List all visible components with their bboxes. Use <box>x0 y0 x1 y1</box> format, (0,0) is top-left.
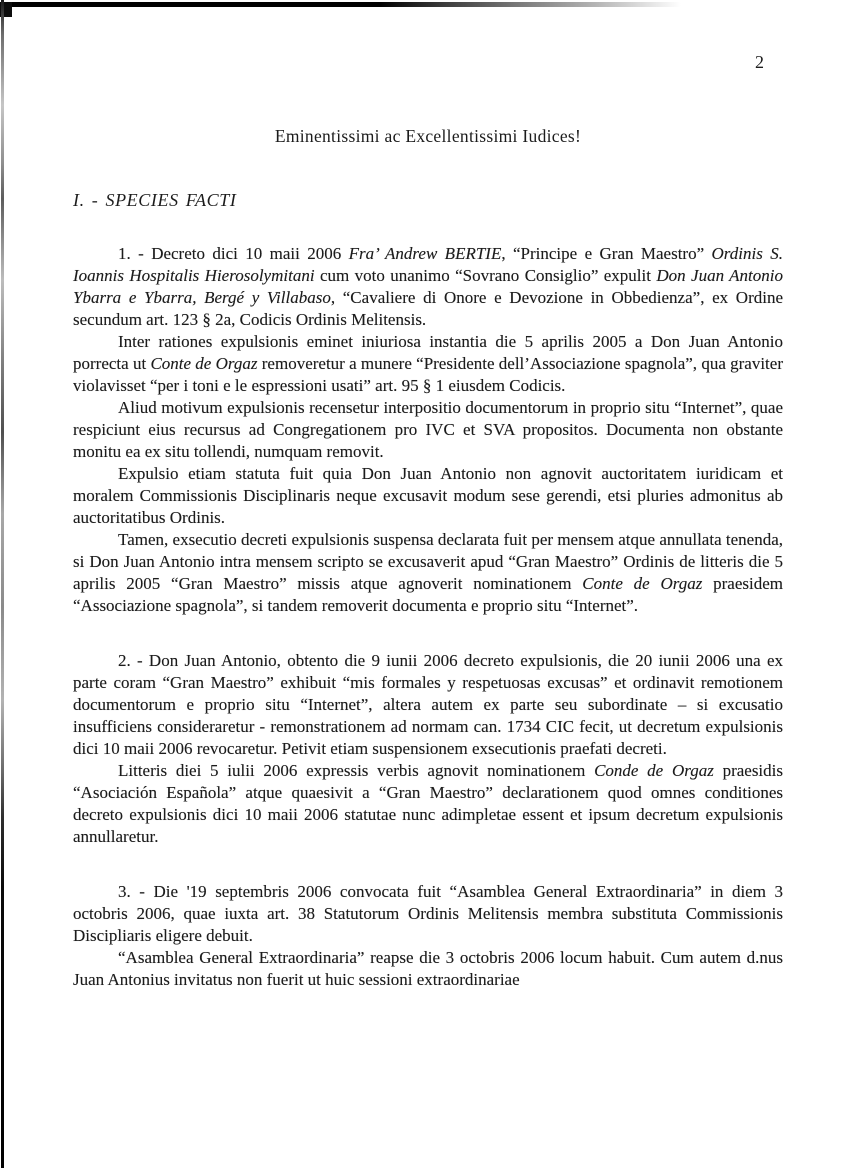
paragraph <box>73 760 783 848</box>
scan-artifact-left-edge-line <box>1 0 4 1168</box>
document-content <box>73 0 783 991</box>
paragraph <box>73 397 783 463</box>
page-number: 2 <box>755 52 764 72</box>
salutation-heading: Eminentissimi ac Excellentissimi Iudices! <box>274 126 582 146</box>
italic-text-run: Ordinis S. Ioannis Hospitalis Hierosolymitani <box>73 244 783 285</box>
text-run: Inter rationes expulsionis eminet iniuriosa instantia die 5 aprilis 2005 a Don Juan Antonio porrecta ut <box>73 332 783 373</box>
text-run: cum voto unanimo “Sovrano Consiglio” expulit <box>314 266 657 285</box>
italic-text-run: Conte de Orgaz <box>150 354 258 373</box>
text-run: Expulsio etiam statuta fuit quia Don Juan Antonio non agnovit auctoritatem iuridicam et moralem Commissionis Disciplinaris neque excusavit modum sese gerendi, etsi pluries admonitus ab auctoritatibus Ordinis. <box>73 464 783 527</box>
paragraph <box>73 881 783 947</box>
text-run: 3. - Die '19 septembris 2006 convocata fuit “Asamblea General Extraordinaria” in diem 3 octobris 2006, quae iuxta art. 38 Statutorum Ordinis Melitensis membra substituta Commissionis Discipliaris eligere debuit. <box>73 882 783 945</box>
text-run: Litteris diei 5 iulii 2006 expressis verbis agnovit nominationem <box>118 761 595 780</box>
text-run: , “Cavaliere di Onore e Devozione in Obbedienza”, ex Ordine secundum art. 123 § 2a, Codicis Ordinis Melitensis. <box>73 288 783 329</box>
document-body <box>73 243 783 991</box>
paragraph <box>73 331 783 397</box>
paragraph <box>73 650 783 760</box>
text-run: praesidem “Associazione spagnola”, si tandem removerit documenta e proprio situ “Internet”. <box>73 574 783 615</box>
text-run: 1. - Decreto dici 10 maii 2006 <box>118 244 349 263</box>
paragraph <box>73 529 783 617</box>
text-run: praesidis “Asociación Española” atque quaesivit a “Gran Maestro” declarationem quod omnes conditiones decreto expulsionis dici 10 maii 2006 statutae nunc adimpletae essent et ipsum decretum expulsionis annullaretur. <box>73 761 783 846</box>
text-run: removeretur a munere “Presidente dell’Associazione spagnola”, qua graviter violavisset “per i toni e le espressioni usati” art. 95 § 1 eiusdem Codicis. <box>73 354 783 395</box>
italic-text-run: Don Juan Antonio Ybarra e Ybarra, Bergé y Villabaso <box>73 266 783 307</box>
paragraph <box>73 243 783 331</box>
text-run: Tamen, exsecutio decreti expulsionis suspensa declarata fuit per mensem atque annullata tenenda, si Don Juan Antonio intra mensem scripto se excusaverit apud “Gran Maestro” Ordinis de litteris die 5 aprilis 2005 “Gran Maestro” missis atque agnoverit nominationem <box>73 530 783 593</box>
text-run: “Asamblea General Extraordinaria” reapse die 3 octobris 2006 locum habuit. Cum autem d.nus Juan Antonius invitatus non fuerit ut huic sessioni extraordinariae <box>73 948 783 989</box>
text-run: , “Principe e Gran Maestro” <box>501 244 712 263</box>
paragraph <box>73 463 783 529</box>
italic-text-run: Conde de Orgaz <box>594 761 714 780</box>
text-run: 2. - Don Juan Antonio, obtento die 9 iunii 2006 decreto expulsionis, die 20 iunii 2006 una ex parte coram “Gran Maestro” exhibuit “mis formales y respetuosas excusas” et ordinavit remotionem documentorum e proprio situ “Internet”, altera autem ex parte seu subordinate – si excusatio insufficiens consideraretur - remonstrationem ad normam can. 1734 CIC fecit, ut decretum expulsionis dici 10 maii 2006 revocaretur. Petivit etiam suspensionem exsecutionis praefati decreti. <box>73 651 783 758</box>
italic-text-run: Conte de Orgaz <box>582 574 703 593</box>
text-run: Aliud motivum expulsionis recensetur interpositio documentorum in proprio situ “Internet”, quae respiciunt eius recursus ad Congregationem pro IVC et SVA propositos. Documenta non obstante monitu ea ex situ tollendi, numquam removit. <box>73 398 783 461</box>
section-heading: I. - SPECIES FACTI <box>73 190 237 210</box>
italic-text-run: Fra’ Andrew BERTIE <box>348 244 502 263</box>
paragraph <box>73 947 783 991</box>
